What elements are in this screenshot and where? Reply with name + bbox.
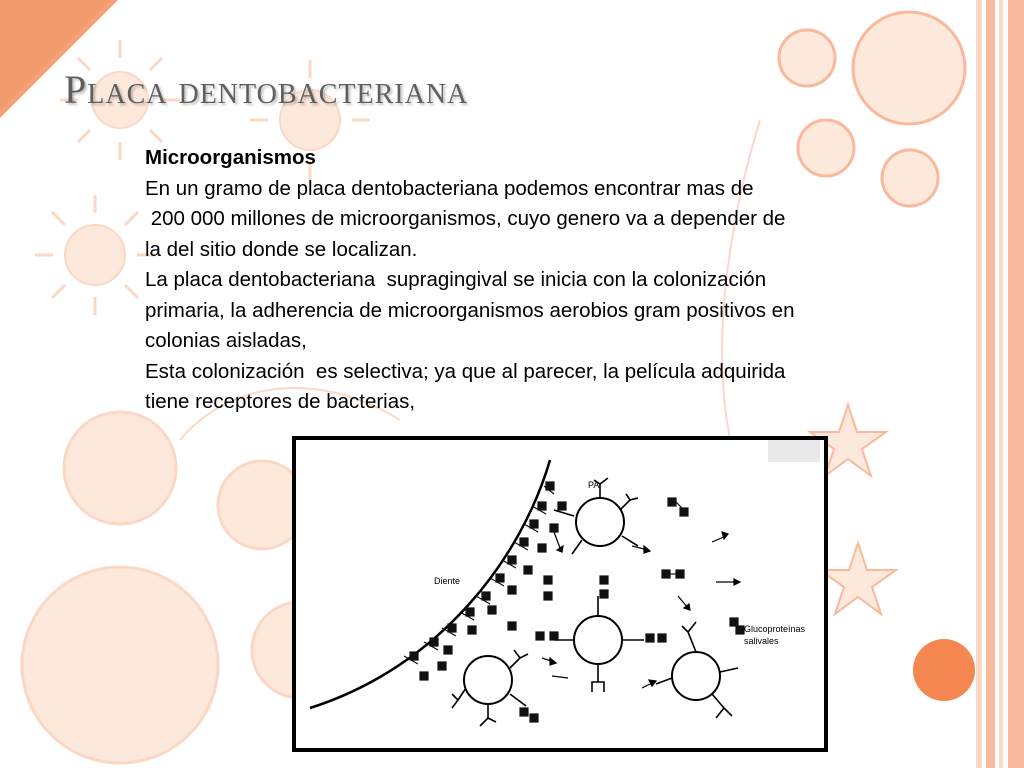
- label-diente: Diente: [434, 576, 461, 586]
- body-line: 200 000 millones de microorganismos, cuyo genero va a depender de: [145, 207, 786, 230]
- edge-stripe: [986, 0, 995, 768]
- body-line: primaria, la adherencia de microorganismos aerobios gram positivos en: [145, 298, 795, 322]
- decor-circle: [64, 412, 176, 524]
- decor-circle: [853, 12, 965, 124]
- edge-stripe: [976, 0, 982, 768]
- body-line: colonias aisladas,: [145, 329, 307, 352]
- label-salivales: salivales: [744, 636, 779, 646]
- plaque-diagram: [292, 436, 828, 752]
- slide-body: [145, 143, 975, 418]
- body-line: la del sitio donde se localizan.: [145, 237, 418, 261]
- edge-stripe: [999, 0, 1003, 768]
- body-line: Esta colonización es selectiva; ya que al parecer, la película adquirida: [145, 359, 786, 383]
- decor-star: [820, 543, 896, 614]
- label-pa: PA: [588, 480, 600, 490]
- scan-mark: [768, 440, 820, 462]
- slide-title: Placa dentobacteriana: [64, 67, 469, 112]
- body-line: tiene receptores de bacterias,: [145, 390, 416, 413]
- body-line: La placa dentobacteriana supragingival se inicia con la colonización: [145, 268, 767, 291]
- accent-circle: [913, 639, 975, 701]
- decor-circle: [779, 30, 835, 86]
- edge-stripe: [1008, 0, 1024, 768]
- label-glucoproteinas: Glucoproteínas: [744, 624, 806, 634]
- decor-circle: [22, 567, 218, 763]
- body-line: En un gramo de placa dentobacteriana podemos encontrar mas de: [145, 176, 754, 200]
- diagram-frame: [294, 438, 826, 750]
- section-heading: Microorganismos: [145, 146, 316, 169]
